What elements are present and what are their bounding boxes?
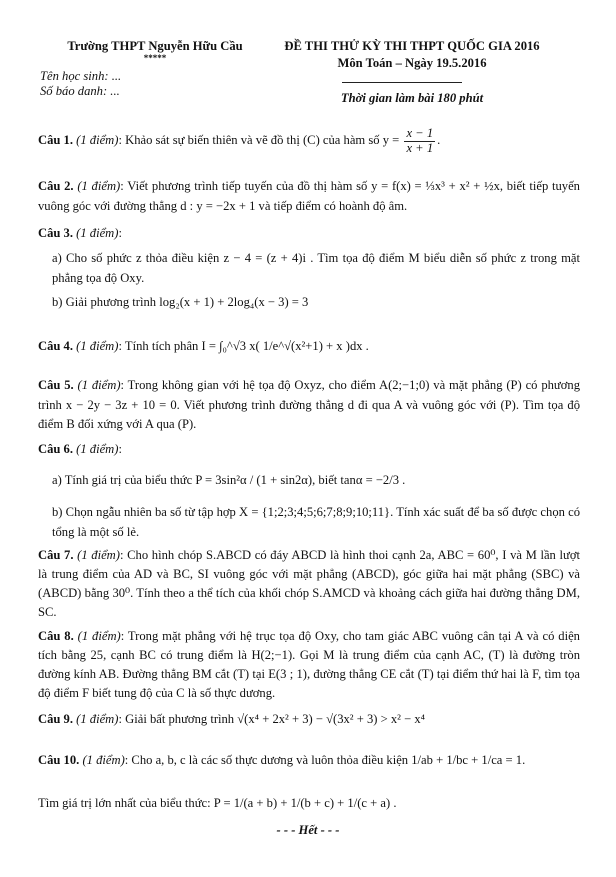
exam-duration: Thời gian làm bài 180 phút bbox=[340, 91, 484, 105]
q6-points: (1 điểm) bbox=[76, 442, 119, 456]
end-marker: - - - Hết - - - bbox=[276, 823, 340, 837]
question-6 bbox=[38, 441, 580, 458]
q3-label: Câu 3. bbox=[38, 226, 73, 240]
q9-label: Câu 9. bbox=[38, 712, 73, 726]
q7-points: (1 điểm) bbox=[77, 548, 120, 562]
q10-line-2: Tìm giá trị lớn nhất của biểu thức: P = 1/(a + b) + 1/(b + c) + 1/(c + a) . bbox=[38, 796, 397, 810]
header-right bbox=[262, 38, 562, 72]
question-9 bbox=[38, 711, 580, 728]
header-left bbox=[40, 38, 270, 62]
q1-denominator: x + 1 bbox=[406, 140, 434, 155]
question-8 bbox=[38, 627, 580, 703]
q5-points: (1 điểm) bbox=[77, 378, 121, 392]
q7-label: Câu 7. bbox=[38, 548, 74, 562]
q5-text: : Trong không gian với hệ tọa độ Oxyz, cho điểm A(2;−1;0) và mặt phẳng (P) có phương trình x − 2y − 3z + 10 = 0. Viết phương trình đường thẳng d đi qua A và vuông góc với (P). Tìm tọa độ điểm B đối xứng với A qua (P). bbox=[38, 378, 580, 432]
q9-points: (1 điểm) bbox=[76, 712, 119, 726]
q8-points: (1 điểm) bbox=[77, 629, 121, 643]
question-2 bbox=[38, 176, 580, 216]
q6-text: : bbox=[118, 442, 122, 456]
header-divider bbox=[342, 82, 462, 83]
student-name-label: Tên học sinh: ... bbox=[40, 69, 122, 83]
q10-text: : Cho a, b, c là các số thực dương và luôn thỏa điều kiện 1/ab + 1/bc + 1/ca = 1. bbox=[124, 753, 526, 767]
q2-text: : Viết phương trình tiếp tuyến của đồ thị hàm số y = f(x) = ⅓x³ + x² + ½x, biết tiếp tuyến vuông góc với đường thẳng d : y = −2x + 1 và tiếp điểm có hoành độ âm. bbox=[38, 179, 580, 214]
q4-text: : Tính tích phân I = ∫₀^√3 x( 1/e^√(x²+1) + x )dx . bbox=[118, 339, 369, 353]
q3-part-a: a) Cho số phức z thỏa điều kiện z − 4 = (z + 4)i . Tìm tọa độ điểm M biểu diễn số phức z trong mặt phẳng tọa độ Oxy. bbox=[52, 251, 580, 285]
q7-text: : Cho hình chóp S.ABCD có đáy ABCD là hình thoi cạnh 2a, ABC = 60⁰, I và M lần lượt là trung điểm của AD và BC, SI vuông góc với mặt phẳng (ABCD), góc giữa hai mặt phẳng (SBC) và (ABCD) bằng 30⁰. Tính theo a thể tích của khối chóp S.AMCD và khoảng cách giữa hai đường thẳng DM, SC. bbox=[38, 548, 580, 619]
student-id-label: Số báo danh: ... bbox=[40, 84, 120, 98]
q6-part-a: a) Tính giá trị của biểu thức P = 3sin²α / (1 + sin2α), biết tanα = −2/3 . bbox=[52, 473, 406, 487]
q10-label: Câu 10. bbox=[38, 753, 80, 767]
q9-text: : Giải bất phương trình √(x⁴ + 2x² + 3) − √(3x² + 3) > x² − x⁴ bbox=[118, 712, 426, 726]
q2-points: (1 điểm) bbox=[77, 179, 121, 193]
q1-text: : Khảo sát sự biến thiên và vẽ đồ thị (C) của hàm số y = bbox=[118, 133, 400, 148]
q3-points: (1 điểm) bbox=[76, 226, 119, 240]
q1-fraction bbox=[404, 127, 435, 156]
q1-points: (1 điểm) bbox=[76, 133, 119, 148]
question-4 bbox=[38, 338, 580, 355]
question-5 bbox=[38, 376, 580, 435]
q8-label: Câu 8. bbox=[38, 629, 74, 643]
question-7 bbox=[38, 546, 580, 622]
q10-points: (1 điểm) bbox=[82, 753, 125, 767]
q3-text: : bbox=[118, 226, 122, 240]
q5-label: Câu 5. bbox=[38, 378, 74, 392]
stars-decoration: ***** bbox=[143, 53, 167, 63]
q4-label: Câu 4. bbox=[38, 339, 73, 353]
q6-label: Câu 6. bbox=[38, 442, 73, 456]
q1-label: Câu 1. bbox=[38, 133, 73, 148]
school-name: Trường THPT Nguyễn Hữu Cầu bbox=[67, 39, 243, 53]
q6-part-b: b) Chọn ngẫu nhiên ba số từ tập hợp X = {1;2;3;4;5;6;7;8;9;10;11}. Tính xác suất để ba số được chọn có tổng là một số lẻ. bbox=[52, 505, 580, 539]
q8-text: : Trong mặt phẳng với hệ trục tọa độ Oxy, cho tam giác ABC vuông cân tại A và có diện tích bằng 25, cạnh BC có trung điểm là H(2;−1). Gọi M là trung điểm của cạnh AC, (T) là đường tròn đường kính AB. Đường thẳng BM cắt (T) tại E(3 ; 1), đường thẳng CE cắt (T) tại điểm thứ hai là F, tìm tọa độ điểm F biết tung độ của C là số thực dương. bbox=[38, 629, 580, 700]
q2-label: Câu 2. bbox=[38, 179, 74, 193]
exam-title: ĐỀ THI THỬ KỲ THI THPT QUỐC GIA 2016 bbox=[284, 39, 540, 53]
question-1 bbox=[38, 127, 580, 156]
question-10 bbox=[38, 752, 580, 769]
q4-points: (1 điểm) bbox=[76, 339, 119, 353]
q1-tail: . bbox=[437, 133, 441, 148]
q1-numerator: x − 1 bbox=[406, 126, 434, 140]
q3-part-b: b) Giải phương trình log₂(x + 1) + 2log₄(x − 3) = 3 bbox=[52, 295, 309, 309]
exam-subject: Môn Toán – Ngày 19.5.2016 bbox=[337, 56, 487, 70]
question-3 bbox=[38, 225, 580, 242]
